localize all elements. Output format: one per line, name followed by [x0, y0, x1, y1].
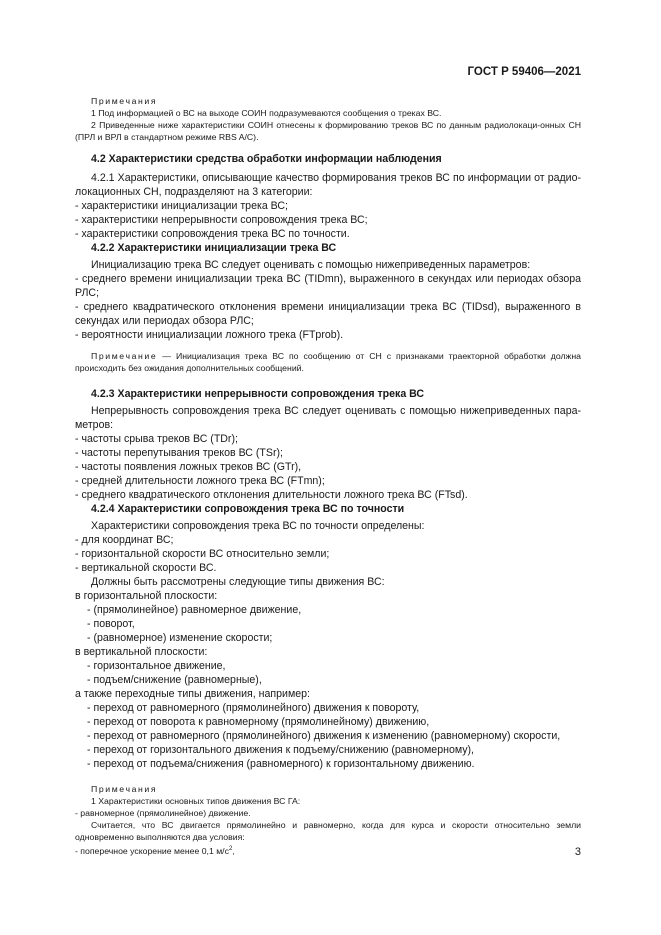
section-heading-4-2: 4.2 Характеристики средства обработки информации наблюдения: [91, 153, 442, 165]
list-item: - вертикальной скорости ВС.: [75, 562, 217, 574]
list-item: - вероятности инициализации ложного трека (FTprob).: [75, 329, 344, 341]
list-item: - (равномерное) изменение скорости;: [87, 632, 273, 644]
superscript: 2: [228, 846, 233, 852]
list-item: - частоты срыва треков ВС (TDr);: [75, 433, 238, 445]
note-line-text: - поперечное ускорение менее 0,1 м/с: [75, 845, 229, 856]
note-paragraph: [75, 350, 581, 374]
section-4-2-2-text: Инициализацию трека ВС следует оценивать с помощью нижеприведенных параметров:: [91, 259, 531, 271]
list-item: - переход от подъема/снижения (равномерного) к горизонтальному движению.: [87, 758, 475, 770]
note-title: Примечания: [91, 96, 158, 106]
list-item: - характеристики инициализации трека ВС;: [75, 200, 288, 212]
section-4-2-3-text: Непрерывность сопровождения трека ВС следует оценивать с помощью нижеприведенных пара-метров:: [75, 405, 581, 431]
list-item: - среднего времени инициализации трека ВС (TIDmn), выраженного в секундах или периодах обзора РЛС;: [75, 273, 581, 299]
list-item: - переход от горизонтального движения к подъему/снижению (равномерному),: [87, 744, 475, 756]
list-item: - подъем/снижение (равномерные),: [87, 674, 262, 686]
list-item: - (прямолинейное) равномерное движение,: [87, 604, 302, 616]
list-item: - переход от поворота к равномерному (прямолинейному) движению,: [87, 716, 430, 728]
note-line-tail: ,: [232, 845, 235, 856]
section-4-2-1-text: 4.2.1 Характеристики, описывающие качество формирования треков ВС по информации от радио-локационных СН, подразделяют на 3 категории:: [75, 172, 581, 198]
list-item: - частоты перепутывания треков ВС (TSr);: [75, 447, 283, 459]
note-line: 1 Характеристики основных типов движения ВС ГА:: [91, 796, 301, 806]
list-item: - характеристики сопровождения трека ВС по точности.: [75, 228, 350, 240]
list-item: - переход от равномерного (прямолинейного) движения к повороту,: [87, 702, 420, 714]
note-line: [75, 843, 581, 857]
note-item: 2 Приведенные ниже характеристики СОИН отнесены к формированию треков ВС по данным радиолокаци-онных СН (ПРЛ и ВРЛ в стандартном режиме RBS A/C).: [75, 120, 581, 142]
page-number: 3: [574, 846, 581, 858]
note-line: - равномерное (прямолинейное) движение.: [75, 808, 251, 818]
note-title: Примечания: [91, 784, 158, 794]
section-heading-4-2-2: 4.2.2 Характеристики инициализации трека ВС: [91, 242, 337, 254]
list-item: - среднего квадратического отклонения времени инициализации трека ВС (TIDsd), выраженного в секундах или периодах обзора РЛС;: [75, 301, 581, 327]
note-text: — Инициализация трека ВС по сообщению от СН с признаками траекторной обработки должна происходить без ожидания дополнительных сообщений.: [75, 351, 581, 373]
list-item: - горизонтальное движение,: [87, 660, 226, 672]
motion-intro: Должны быть рассмотрены следующие типы движения ВС:: [91, 576, 385, 588]
section-heading-4-2-3: 4.2.3 Характеристики непрерывности сопровождения трека ВС: [91, 388, 425, 400]
list-item: - средней длительности ложного трека ВС (FTmn);: [75, 475, 325, 487]
section-4-2-4-text: Характеристики сопровождения трека ВС по точности определены:: [91, 520, 425, 532]
list-item: - горизонтальной скорости ВС относительно земли;: [75, 548, 330, 560]
list-item: - поворот,: [87, 618, 135, 630]
document-header: ГОСТ Р 59406—2021: [467, 66, 581, 78]
note-title: Примечание: [91, 351, 158, 361]
horizontal-plane-label: в горизонтальной плоскости:: [75, 590, 218, 602]
page-content: [75, 95, 581, 857]
list-item: - для координат ВС;: [75, 534, 174, 546]
section-heading-4-2-4: 4.2.4 Характеристики сопровождения трека ВС по точности: [91, 503, 405, 515]
list-item: - частоты появления ложных треков ВС (GTr),: [75, 461, 302, 473]
list-item: - среднего квадратического отклонения длительности ложного трека ВС (FTsd).: [75, 489, 468, 501]
vertical-plane-label: в вертикальной плоскости:: [75, 646, 208, 658]
list-item: - переход от равномерного (прямолинейного) движения к изменению (равномерному) скорости,: [87, 730, 561, 742]
list-item: - характеристики непрерывности сопровождения трека ВС;: [75, 214, 368, 226]
transition-label: а также переходные типы движения, например:: [75, 688, 310, 700]
note-item: 1 Под информацией о ВС на выходе СОИН подразумеваются сообщения о треках ВС.: [91, 108, 442, 118]
note-line: Считается, что ВС двигается прямолинейно и равномерно, когда для курса и скорости относительно земли одновременно выполняются два условия:: [75, 820, 581, 842]
